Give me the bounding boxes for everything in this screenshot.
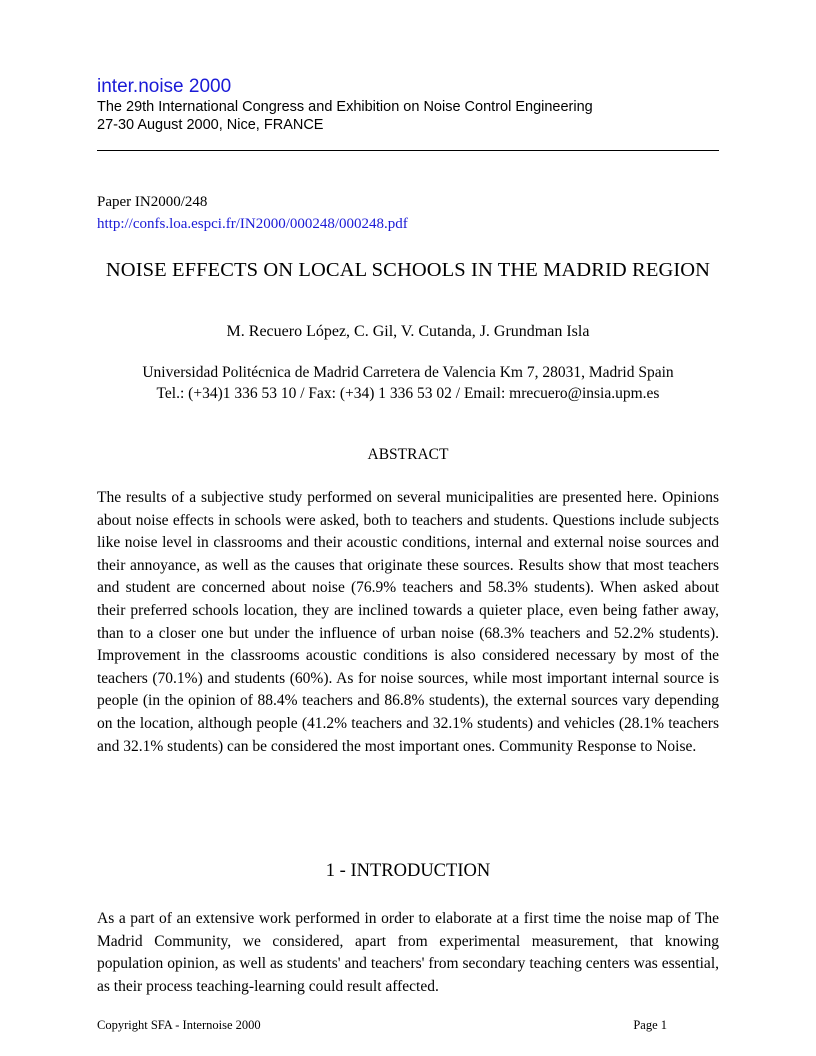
header-divider [97,150,719,151]
footer-page-number: Page 1 [633,1018,667,1032]
paper-id: Paper IN2000/248 [97,194,208,210]
affiliation-contact: Tel.: (+34)1 336 53 10 / Fax: (+34) 1 336 53 02 / Email: mrecuero@insia.upm.es [156,385,660,402]
conference-name: inter.noise 2000 [97,76,232,97]
footer-copyright: Copyright SFA - Internoise 2000 [97,1018,261,1032]
conference-full-name: The 29th International Congress and Exhibition on Noise Control Engineering [97,99,593,115]
paper-authors: M. Recuero López, C. Gil, V. Cutanda, J. Grundman Isla [226,323,590,340]
paper-title: NOISE EFFECTS ON LOCAL SCHOOLS IN THE MADRID REGION [105,259,711,281]
introduction-text: As a part of an extensive work performed in order to elaborate at a first time the noise map of The Madrid Community, we considered, apart from experimental measurement, that knowing population opinion, as well as students' and teachers' from secondary teaching centers was essential, as their process teaching-learning could result affected. [97,910,719,995]
section-heading-introduction: 1 - INTRODUCTION [325,861,491,881]
affiliation [97,362,719,404]
abstract-heading: ABSTRACT [367,446,449,463]
abstract-text: The results of a subjective study performed on several municipalities are presented here. Opinions about noise effects in schools were asked, both to teachers and students. Questions include subjects like noise level in classrooms and their acoustic conditions, internal and external noise sources and their annoyance, as well as the causes that originate these sources. Results show that most teachers and student are concerned about noise (76.9% teachers and 58.3% students). When asked about their preferred schools location, they are inclined towards a quieter place, even being father away, than to a closer one but under the influence of urban noise (68.3% teachers and 52.2% students). Improvement in the classrooms acoustic conditions is also considered necessary by most of the teachers (70.1%) and students (60%). As for noise sources, while most important internal source is people (in the opinion of 88.4% teachers and 86.8% students), the external sources vary depending on the location, although people (41.2% teachers and 32.1% students) and vehicles (28.1% teachers and 32.1% students) can be considered the most important ones. Community Response to Noise. [97,489,719,755]
conference-header [97,76,719,134]
affiliation-address: Universidad Politécnica de Madrid Carretera de Valencia Km 7, 28031, Madrid Spain [142,364,674,381]
conference-dates: 27-30 August 2000, Nice, FRANCE [97,117,324,133]
paper-url-link[interactable]: http://confs.loa.espci.fr/IN2000/000248/000248.pdf [97,216,408,232]
